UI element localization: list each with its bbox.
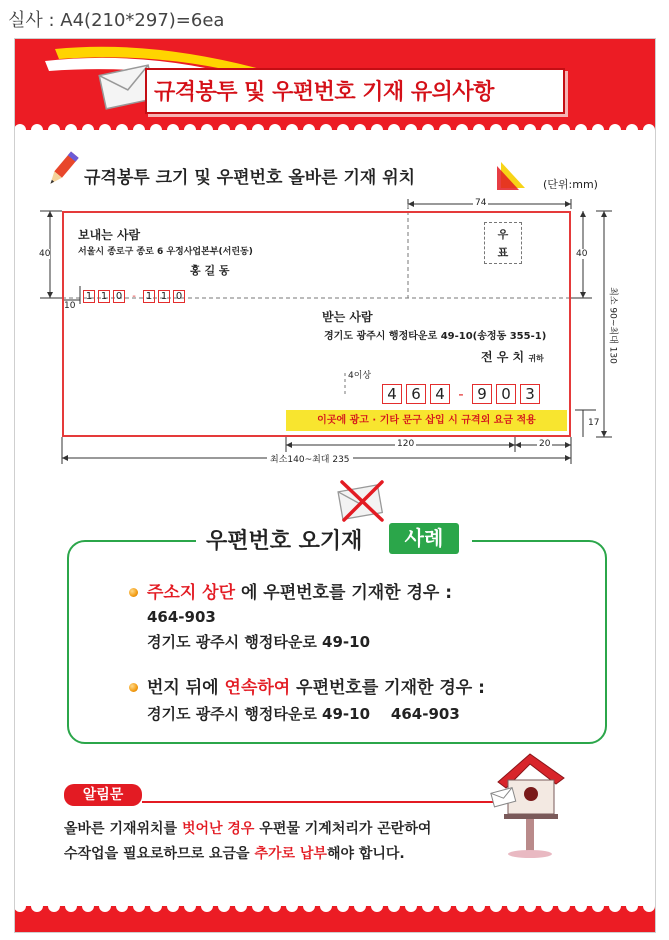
notice-l2-post: 해야 합니다. [326, 846, 405, 862]
bullet-icon [129, 588, 138, 597]
receiver-label: 받는 사람 [322, 310, 373, 324]
dim-10: 10 [64, 301, 76, 311]
notice-l2-red: 추가로 납부 [254, 846, 327, 862]
crossed-envelope-icon [334, 478, 388, 524]
postcode-dash: - [458, 385, 464, 403]
case2-heading-red: 연속하여 [224, 678, 291, 698]
postcode-digit: 0 [173, 290, 185, 303]
postcode-digit: 3 [520, 384, 540, 404]
dim-width-range: 최소140~최대 235 [267, 452, 353, 465]
postcode-dash: - [132, 291, 136, 302]
notice-l1-post: 우편물 기계처리가 곤란하여 [259, 821, 432, 837]
cases-title: 우편번호 오기재 [206, 529, 363, 554]
dim-four-over: 4이상 [348, 371, 372, 381]
notice-divider [142, 801, 517, 803]
notice-line1 [64, 818, 431, 838]
dim-120: 120 [397, 439, 415, 449]
notice-line2 [64, 843, 405, 863]
case1-line2: 경기도 광주시 행정타운로 49-10 [147, 633, 371, 651]
triangle-marker-icon [497, 160, 527, 190]
dim-40-right: 40 [576, 249, 588, 259]
case2-line1: 경기도 광주시 행정타운로 49-10 464-903 [147, 705, 460, 723]
postcode-digit: 1 [158, 290, 170, 303]
sender-address: 서울시 종로구 종로 6 우정사업본부(서린동) [78, 247, 253, 257]
section-subtitle: 규격봉투 크기 및 우편번호 올바른 기재 위치 [84, 168, 416, 188]
notice-l1-pre: 올바른 기재위치를 [64, 821, 178, 837]
sender-postcode [83, 284, 188, 303]
cases-badge: 사례 [389, 523, 459, 554]
bottom-band [15, 906, 655, 932]
postcode-digit: 1 [143, 290, 155, 303]
postcode-digit: 0 [496, 384, 516, 404]
case2-heading-pre: 번지 뒤에 [147, 678, 219, 698]
dim-74: 74 [475, 198, 487, 208]
postcode-digit: 0 [113, 290, 125, 303]
pencil-icon [42, 150, 82, 190]
stamp-char: 우 [497, 228, 509, 241]
notice-badge: 알림문 [64, 784, 142, 806]
receiver-name-text: 전 우 치 [481, 350, 525, 364]
notice-l2-pre: 수작업을 필요로하므로 요금을 [64, 846, 250, 862]
case1-heading-red: 주소지 상단 [147, 583, 236, 603]
dim-40-left: 40 [39, 249, 51, 259]
bullet-icon [129, 683, 138, 692]
ad-warning-band: 이곳에 광고 · 기타 문구 삽입 시 규격외 요금 적용 [286, 410, 567, 431]
print-spec: 실사 : A4(210*297)=6ea [8, 10, 225, 31]
postcode-digit: 9 [472, 384, 492, 404]
dim-20: 20 [539, 439, 551, 449]
postcode-digit: 4 [382, 384, 402, 404]
receiver-name [481, 348, 544, 365]
mailbox-icon [490, 748, 570, 860]
case1-heading [147, 578, 452, 603]
unit-label: (단위:mm) [543, 178, 598, 191]
case1-line1: 464-903 [147, 608, 216, 626]
postcode-digit: 1 [83, 290, 95, 303]
stamp-char: 표 [497, 246, 509, 259]
case2-heading [147, 673, 485, 698]
case1-heading-rest: 에 우편번호를 기재한 경우 : [240, 583, 453, 603]
sender-name: 홍 길 동 [190, 264, 230, 277]
dim-17: 17 [588, 418, 600, 428]
notice-l1-red: 벗어난 경우 [181, 821, 255, 837]
postcode-digit: 4 [430, 384, 450, 404]
stamp-box [484, 222, 522, 264]
sender-label: 보내는 사람 [78, 228, 141, 242]
postcode-digit: 6 [406, 384, 426, 404]
honorific: 귀하 [528, 354, 544, 363]
receiver-address: 경기도 광주시 행정타운로 49-10(송정동 355-1) [324, 331, 547, 342]
dim-height-range: 최소 90~최대 130 [608, 286, 621, 366]
case2-heading-rest: 우편번호를 기재한 경우 : [296, 678, 485, 698]
page-title: 규격봉투 및 우편번호 기재 유의사항 [154, 80, 494, 105]
receiver-postcode [382, 384, 544, 404]
postcode-digit: 1 [98, 290, 110, 303]
